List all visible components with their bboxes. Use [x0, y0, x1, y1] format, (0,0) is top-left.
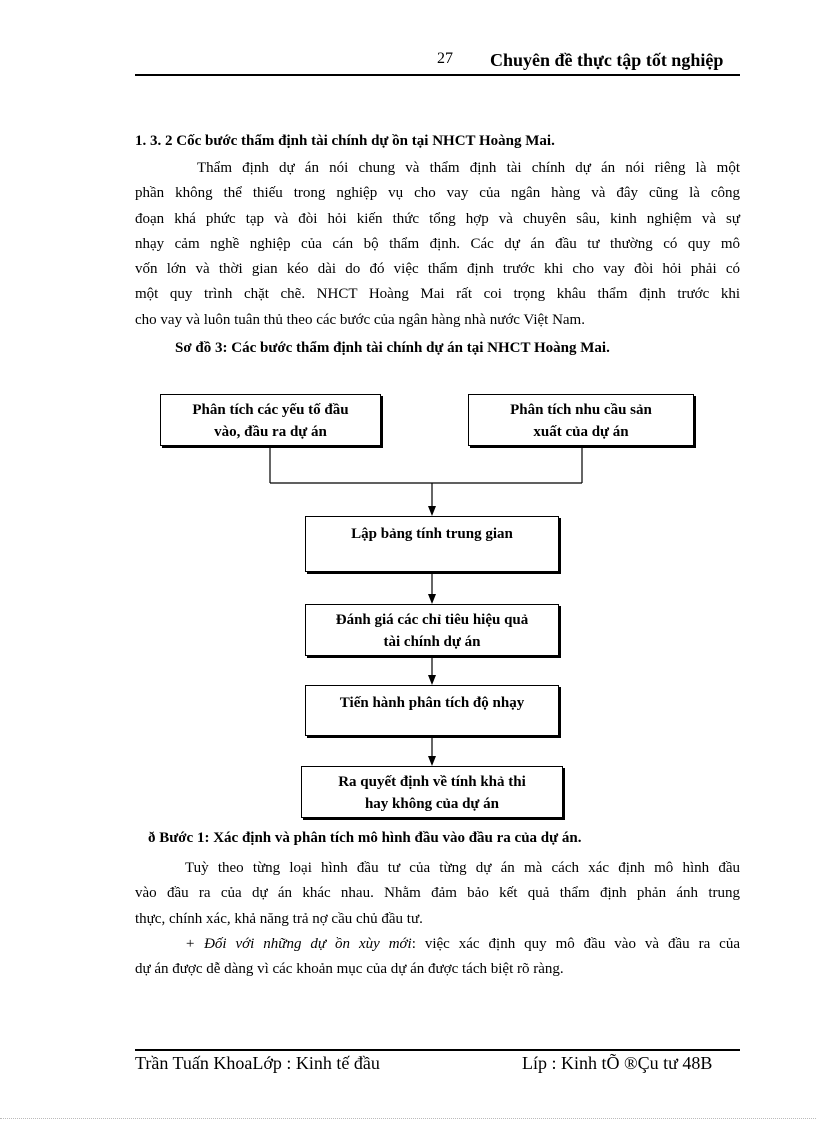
- arrowhead: [428, 675, 436, 685]
- step1-heading: ð Bước 1: Xác định và phân tích mô hình đầu vào đầu ra của dự án.: [148, 830, 582, 846]
- step1-line: dự án được dễ dàng vì các khoản mục của dự án được tách biệt rõ ràng.: [135, 961, 564, 978]
- new-project-line: [135, 932, 740, 957]
- step1-line: Tuỳ theo từng loại hình đầu tư của từng dự án mà cách xác định mô hình đầu: [185, 860, 740, 876]
- box-text: xuất của dự án: [533, 424, 629, 440]
- box-text: Phân tích nhu cầu sản: [510, 402, 652, 418]
- page-number: 27: [437, 50, 453, 67]
- intro-line: đoạn khá phức tạp và đòi hỏi kiến thức tổng hợp và chuyên sâu, kinh nghiệm và sự: [135, 210, 740, 227]
- box-text: Tiến hành phân tích độ nhạy: [339, 695, 525, 711]
- box-text: tài chính dự án: [383, 634, 481, 650]
- new-project-rest: : việc xác định quy mô đầu vào và đầu ra của: [411, 935, 740, 952]
- box-sensitivity-analysis: [305, 685, 559, 736]
- step1-line: vào đầu ra của dự án khác nhau. Nhằm đảm bảo kết quả thẩm định phản ánh trung: [135, 885, 740, 902]
- intro-line: phần không thể thiếu trong nghiệp vụ cho vay của ngân hàng và đây cũng là công: [135, 185, 740, 202]
- box-text: Ra quyết định về tính khả thi: [338, 774, 526, 790]
- step1-line: thực, chính xác, khả năng trả nợ cầu chủ đầu tư.: [135, 910, 423, 927]
- diagram-title: Sơ đồ 3: Các bước thẩm định tài chính dự án tại NHCT Hoàng Mai.: [175, 340, 610, 356]
- footer-author: Trần Tuấn KhoaLớp : Kinh tế đầu: [135, 1053, 380, 1073]
- arrowhead: [428, 594, 436, 604]
- footer-class: Líp : Kinh tÕ ®Çu tư 48B: [522, 1053, 713, 1073]
- box-intermediate-table: [305, 516, 559, 572]
- intro-line: vốn lớn và thời gian kéo dài do đó việc thẩm định trước khi cho vay đòi hỏi phải có: [135, 261, 740, 278]
- intro-line: một quy trình chặt chẽ. NHCT Hoàng Mai rất coi trọng khâu thẩm định trước khi: [135, 286, 740, 303]
- box-text: Phân tích các yếu tố đầu: [192, 402, 349, 418]
- intro-line: Thẩm định dự án nói chung và thẩm định tài chính dự án nói riêng là một: [197, 160, 740, 176]
- box-text: hay không của dự án: [364, 796, 500, 812]
- arrowhead: [428, 506, 436, 516]
- box-feasibility-decision: [301, 766, 563, 818]
- box-efficiency-evaluation: [305, 604, 559, 656]
- intro-line: cho vay và luôn tuân thủ theo các bước của ngân hàng nhà nước Việt Nam.: [135, 311, 585, 328]
- new-project-label: + Đối với những dự ồn xùy mới: [185, 935, 412, 952]
- header-title: Chuyên đề thực tập tốt nghiệp: [490, 50, 724, 70]
- page-edge-dots: [0, 1118, 816, 1119]
- footer-rule: [135, 1049, 740, 1051]
- box-text: vào, đầu ra dự án: [214, 424, 327, 440]
- arrowhead: [428, 756, 436, 766]
- box-text: Lập bảng tính trung gian: [351, 526, 513, 542]
- box-input-output-analysis: [160, 394, 381, 446]
- box-demand-analysis: [468, 394, 694, 446]
- box-text: Đánh giá các chỉ tiêu hiệu quả: [335, 612, 529, 628]
- intro-line: nhạy cảm nghề nghiệp của cán bộ thẩm định. Các dự án đầu tư thường có quy mô: [135, 235, 740, 252]
- step1-paragraph: [135, 856, 740, 982]
- section-heading: 1. 3. 2 Cốc bước thẩm định tài chính dự ồn tại NHCT Hoàng Mai.: [135, 133, 555, 149]
